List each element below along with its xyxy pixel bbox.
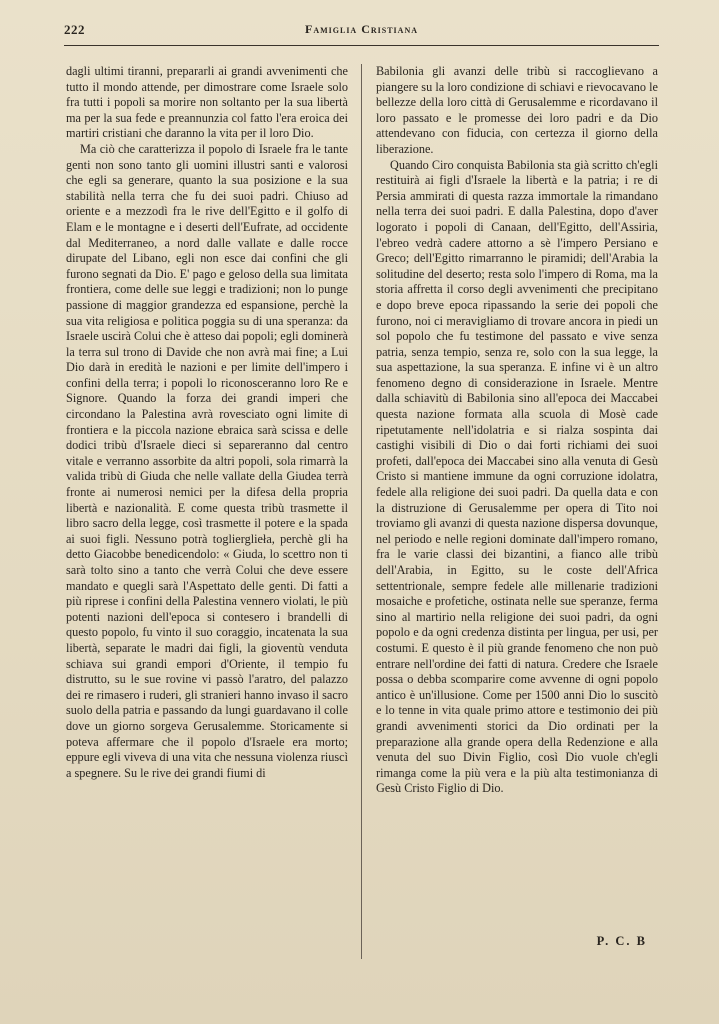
author-signature: P. C. B xyxy=(596,934,647,948)
right-column xyxy=(376,64,658,797)
running-title: Famiglia Cristiana xyxy=(304,22,418,36)
page-header xyxy=(64,22,659,40)
right-paragraph-2: Quando Ciro conquista Babilonia sta già scritto ch'egli restituirà ai figli d'Israele la libertà e la patria; i re di Persia ammirati di questa razza immortale la rimandano nella terra dei suoi padri. E dalla Palestina, dopo d'aver logorato i popoli di Canaan, dell'Egitto, dell'Assiria, l'ebreo vedrà cadere attorno a sè l'impero Persiano e Greco; dell'Egitto rimarranno le piramidi; dell'Arabia la solitudine del deserto; resta solo l'impero di Roma, ma la storia affretta il corso degli avvenimenti che precipitano e dopo breve epoca ripassando la serie dei popoli che furono, noi ci meravigliamo di trovare ancora in piedi un sol popolo che fu testimone del passato e vive senza patria, senza tempio, senza re, solo con la sua legge, la sua aspettazione, la sua speranza. E infine vi è un altro fenomeno degno di considerazione in Israele. Mentre dalla schiavitù di Babilonia sino all'epoca dei Maccabei questa nazione formata alla scuola di Mosè cade ripetutamente nell'idolatria e si rialza sospinta dai castighi visibili di Dio o dai forti richiami dei suoi profeti, dall'epoca dei Maccabei sino alla venuta di Gesù Cristo si mantiene immune da ogni corruzione idolatra, fedele alla religione dei suoi padri. Da quella data e con la distruzione di Gerusalemme per opera di Tito noi troviamo gli avanzi di questa nazione dispersa dovunque, nel periodo e nelle regioni dominate dall'impero romano, fra le varie classi dei bizantini, a fianco alle tribù dell'Arabia, in Egitto, su le coste dell'Africa settentrionale, sempre fedele alle millenarie tradizioni mosaiche e profetiche, ostinata nelle sue speranze, ferma sino al martirio nella religione dei suoi padri, da ogni popolo e da ogni credenza distinta per lingua, per usi, per costumi. E questo è il più grande fenomeno che non può entrare nell'ordine dei fatti di natura. Credere che Israele possa o debba scomparire come avvenne di ogni popolo antico è un'illusione. Come per 1500 anni Dio lo suscitò e lo tenne in vita quale primo attore e testimonio dei più grandi avvenimenti storici da Dio ordinati per la preparazione alla grande opera della Redenzione e alla venuta del suo Divin Figlio, così Dio vuole ch'egli rimanga come la più vera e la più alta testimonianza di Gesù Cristo Figlio di Dio. xyxy=(376,157,658,796)
left-paragraph-1: dagli ultimi tiranni, prepararli ai grandi avvenimenti che tutto il mondo attende, per dimostrare come Israele solo fra tutti i popoli sa morire non soltanto per la sua libertà ma per la sua fede e preannunzia col fatto l'era eroica dei martiri cristiani che daranno la vita per il loro Dio. xyxy=(66,64,348,141)
page-number: 222 xyxy=(64,22,85,37)
left-column xyxy=(66,64,348,781)
left-paragraph-2: Ma ciò che caratterizza il popolo di Israele fra le tante genti non sono tanto gli uomini illustri santi e valorosi che egli sa generare, quanto la sua posizione e la sua stabilità nella terra che fu dei suoi padri. Chiuso ad oriente e a mezzodì fra le rive dell'Egitto e il golfo di Elam e le montagne e i deserti dell'Eufrate, ad occidente dal Mediterraneo, a nord dalle vallate e dalle rocce dirupate del Libano, egli non esce dai confini che gli furono segnati da Dio. E' pago e geloso della sua limitata frontiera, come delle sue leggi e tradizioni; non lo punge passione di maggior grandezza ed espansione, perchè la sua vita religiosa e politica poggia su di una speranza: da Israele uscirà Colui che è atteso dai popoli; egli dominerà la terra sul trono di Davide che non avrà mai fine; a Lui Dio darà in eredità le nazioni e per limite dell'impero i confini della terra; i popoli lo riconosceranno loro Re e Signore. Quando la forza dei grandi imperi che circondano la Palestina avrà rovesciato ogni limite di frontiera e la piccola nazione ebraica sarà scissa e delle dodici tribù d'Israele dieci si separeranno dal centro vitale e verranno assorbite da altri popoli, sola rimarrà la valida tribù di Giuda che nelle vallate della Giudea terrà fronte ai numerosi nemici per la difesa della propria libertà e nazionalità. E come questa tribù trasmette il libro sacro della legge, così trasmette il potere e la spada ai suoi figli. Nessuno potrà toglierglieła, perchè gli ha detto Giacobbe benedicendolo: « Giuda, lo scettro non ti sarà tolto sino a tanto che verrà Colui che deve essere mandato e quegli sarà l'Aspettato delle genti. Di fatti a più riprese i confini della Palestina vennero violati, le più potenti nazioni dell'epoca si contesero i brandelli di questo popolo, fu vinto il suo coraggio, incatenata la sua libertà, separate le madri dai figli, la gioventù venduta schiava sui grandi empori d'Oriente, il tempio fu distrutto, su le sue rovine vi passò l'aratro, del palazzo dei re rimasero i ruderi, gli stranieri hanno invaso il sacro suolo della patria e passando da lungi guardavano il colle dove un giorno sorgeva Gerusalemme. Storicamente si poteva affermare che il popolo d'Israele era morto; eppure egli viveva di una vita che nessuna violenza riuscì a spegnere. Su le rive dei grandi fiumi di xyxy=(66,141,348,780)
header-rule xyxy=(64,45,659,46)
column-divider xyxy=(361,64,362,959)
right-paragraph-1: Babilonia gli avanzi delle tribù si raccoglievano a piangere su la loro condizione di schiavi e rievocavano le bellezze della loro città di Gerusalemme e ricordavano il loro passato e le promesse dei loro padri e da Dio attendevano con fiducia, con certezza il giorno della liberazione. xyxy=(376,64,658,156)
